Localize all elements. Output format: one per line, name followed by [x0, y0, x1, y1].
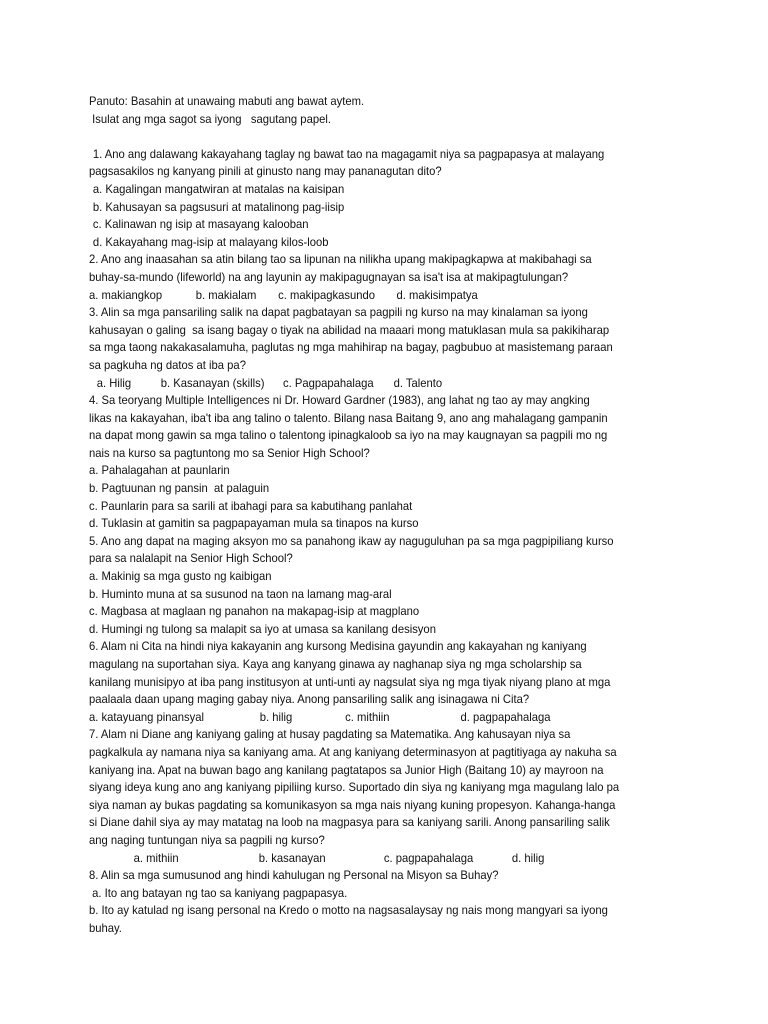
question-2-option-a: a. makiangkop: [89, 288, 163, 302]
question-1-option-a: a. Kagalingan mangatwiran at matalas na kaisipan: [92, 182, 345, 196]
question-7-option-c: c. pagpapahalaga: [383, 851, 474, 865]
question-3-option-c: c. Pagpapahalaga: [283, 376, 374, 390]
question-6-option-a: a. katayuang pinansyal: [89, 710, 205, 724]
question-6: [89, 638, 671, 726]
question-3-stem: sa pagkuha ng datos at iba pa?: [89, 358, 246, 372]
question-7-stem: ang naging tuntungan niya sa pagpili ng kurso?: [89, 833, 325, 847]
question-4-option-a: a. Pahalagahan at paunlarin: [89, 464, 230, 478]
question-6-stem: 6. Alam ni Cita na hindi niya kakayanin ang kursong Medisina gayundin ang kakayahan ng kaniyang: [89, 640, 587, 654]
question-4-stem: 4. Sa teoryang Multiple Intelligences ni Dr. Howard Gardner (1983), ang lahat ng tao ay may angking: [89, 394, 590, 408]
question-1: [89, 146, 671, 252]
question-2-option-c: c. makipagkasundo: [278, 288, 376, 302]
question-1-stem: pagsasakilos ng kanyang pinili at ginusto nang may pananagutan dito?: [89, 165, 442, 179]
question-7-stem: pagkalkula ay namana niya sa kaniyang ama. At ang kaniyang determinasyon at pagtitiyaga ay nakuha sa: [89, 745, 617, 759]
question-5-stem: para sa nalalapit na Senior High School?: [89, 552, 293, 566]
question-7-stem: si Diane dahil siya ay may matatag na loob na magpasya para sa kaniyang sarili. Anong pansariling salik: [89, 816, 610, 830]
question-3-options: [89, 375, 671, 393]
question-5-option-d: d. Humingi ng tulong sa malapit sa iyo at umasa sa kanilang desisyon: [89, 622, 436, 636]
question-1-option-b: b. Kahusayan sa pagsusuri at matalinong pag-iisip: [92, 200, 345, 214]
worksheet-page: [89, 93, 671, 938]
question-2-options: [89, 287, 671, 305]
question-4: [89, 392, 671, 533]
question-5-option-a: a. Makinig sa mga gusto ng kaibigan: [89, 570, 272, 584]
question-3-option-b: b. Kasanayan (skills): [160, 376, 265, 390]
question-6-stem: magulang na suportahan siya. Kaya ang kanyang ginawa ay naghanap siya ng mga scholarship sa: [89, 658, 582, 671]
question-2-stem: buhay-sa-mundo (lifeworld) na ang layunin ay makipagugnayan sa isa't isa at makipagtulungan?: [89, 270, 569, 284]
spacer: [89, 128, 671, 146]
question-8-stem: 8. Alin sa mga sumusunod ang hindi kahulugan ng Personal na Misyon sa Buhay?: [89, 869, 499, 883]
question-6-option-d: d. pagpapahalaga: [460, 710, 551, 724]
question-2-stem: 2. Ano ang inaasahan sa atin bilang tao sa lipunan na nilikha upang makipagkapwa at makibahagi sa: [89, 253, 592, 267]
question-7-option-a: a. mithiin: [133, 851, 179, 865]
question-3-stem: sa mga taong nakakasalamuha, paglutas ng mga mahihirap na bagay, pagbubuo at masistemang paraan: [89, 341, 613, 355]
question-7-option-b: b. kasanayan: [258, 851, 326, 865]
question-4-option-d: d. Tuklasin at gamitin sa pagpapayaman mula sa tinapos na kurso: [89, 517, 419, 531]
question-5-stem: 5. Ano ang dapat na maging aksyon mo sa panahong ikaw ay naguguluhan pa sa mga pagpipiliang kurso: [89, 534, 614, 548]
question-3-stem: 3. Alin sa mga pansariling salik na dapat pagbatayan sa pagpili ng kurso na may kinalaman sa iyong: [89, 306, 588, 320]
question-6-options: [89, 709, 671, 727]
question-7-stem: siya naman ay bukas pagdating sa komunikasyon sa mga nais niyang kuning propesyon. Kahanga-hanga: [89, 798, 616, 812]
question-1-stem: 1. Ano ang dalawang kakayahang taglay ng bawat tao na magagamit niya sa pagpapasya at malayang: [92, 147, 605, 161]
question-7-stem: siyang ideya kung ano ang kaniyang pipiliing kurso. Suportado din siya ng kaniyang mga magulang lalo pa: [89, 781, 620, 795]
question-5-option-c: c. Magbasa at maglaan ng panahon na makapag-isip at magplano: [89, 605, 420, 619]
question-6-option-b: b. hilig: [259, 710, 293, 724]
question-3-option-a: a. Hilig: [96, 376, 132, 390]
question-1-option-c: c. Kalinawan ng isip at masayang kalooban: [92, 218, 309, 232]
question-7-stem: kaniyang ina. Apat na buwan bago ang kanilang pagtatapos sa Junior High (Baitang 10) ay mayroon na: [89, 763, 604, 777]
question-6-option-c: c. mithiin: [345, 710, 390, 724]
instructions-line-2: Isulat ang mga sagot sa iyong sagutang papel.: [89, 112, 331, 126]
question-8-option-b-cont: buhay.: [89, 921, 122, 935]
question-8-option-b: b. Ito ay katulad ng isang personal na Kredo o motto na nagsasalaysay ng nais mong mangyari sa iyong: [89, 904, 608, 918]
question-4-stem: nais na kurso sa pagtuntong mo sa Senior High School?: [89, 446, 370, 460]
question-6-stem: paalaala daan upang maging gabay niya. Anong pansariling salik ang isinagawa ni Cita?: [89, 693, 530, 707]
instructions-line-1: Panuto: Basahin at unawaing mabuti ang bawat aytem.: [89, 95, 365, 108]
question-3-stem: kahusayan o galing sa isang bagay o tiyak na abilidad na maaari mong matuklasan mula sa pakikiharap: [89, 323, 610, 337]
question-7: [89, 726, 671, 867]
question-7-options: [89, 850, 671, 868]
question-4-stem: likas na kakayahan, iba't iba ang talino o talento. Bilang nasa Baitang 9, ano ang mahalagang gampanin: [89, 411, 608, 425]
question-2-option-b: b. makialam: [195, 288, 257, 302]
question-5-option-b: b. Huminto muna at sa susunod na taon na lamang mag-aral: [89, 587, 392, 601]
question-3: [89, 304, 671, 392]
question-6-stem: kanilang munisipyo at iba pang institusyon at unti-unti ay nagsulat siya ng mga tiyak niyang plano at mga: [89, 675, 611, 689]
question-4-option-c: c. Paunlarin para sa sarili at ibahagi para sa kabutihang panlahat: [89, 499, 413, 513]
question-2: [89, 251, 671, 304]
question-7-option-d: d. hilig: [511, 851, 545, 865]
question-1-option-d: d. Kakayahang mag-isip at malayang kilos-loob: [92, 235, 329, 249]
question-2-option-d: d. makisimpatya: [396, 288, 478, 302]
question-8-option-a: a. Ito ang batayan ng tao sa kaniyang pagpapasya.: [89, 886, 348, 900]
question-3-option-d: d. Talento: [393, 376, 443, 390]
question-7-stem: 7. Alam ni Diane ang kaniyang galing at husay pagdating sa Matematika. Ang kahusayan niya sa: [89, 728, 571, 742]
question-4-stem: na dapat mong gawin sa mga talino o talentong ipinagkaloob sa iyo na may kaugnayan sa pagpili mo ng: [89, 429, 608, 443]
question-8: [89, 867, 671, 937]
question-4-option-b: b. Pagtuunan ng pansin at palaguin: [89, 482, 270, 496]
question-5: [89, 533, 671, 639]
